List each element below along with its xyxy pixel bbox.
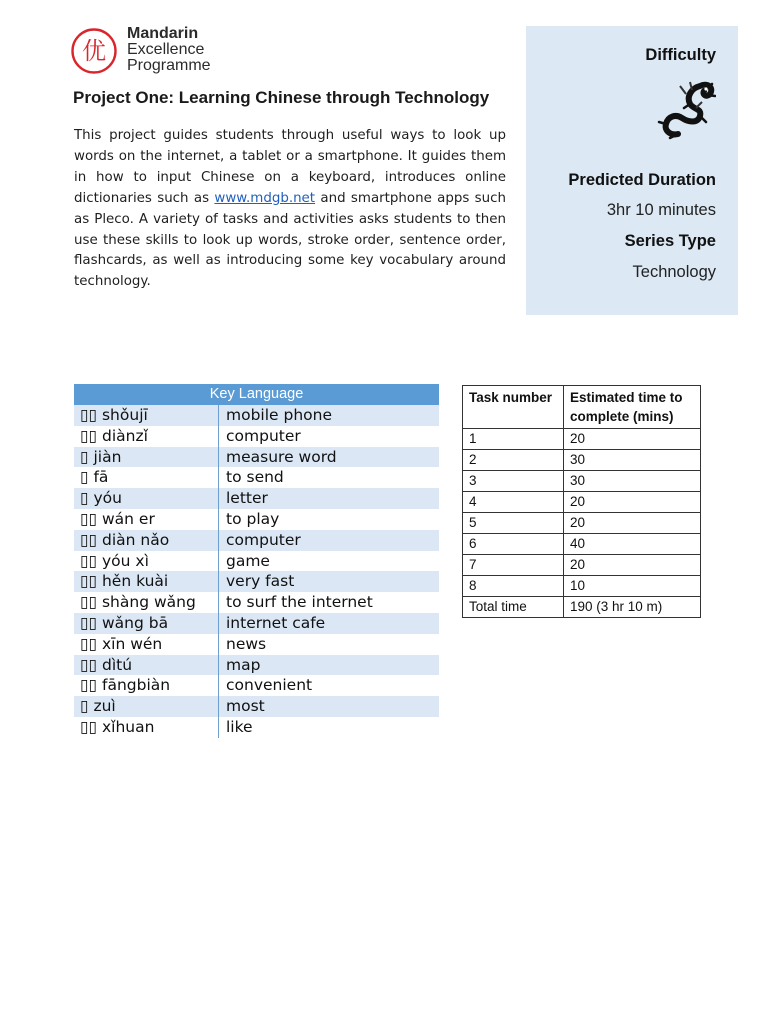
header-task-number: Task number (463, 386, 564, 429)
dragon-icon (656, 78, 716, 140)
vocab-meaning: mobile phone (226, 406, 333, 424)
vocab-meaning: like (226, 717, 253, 736)
task-number-cell: 6 (463, 534, 564, 555)
series-type-label: Series Type (624, 232, 716, 250)
key-language-header: Key Language (74, 384, 439, 405)
svg-text:优: 优 (82, 37, 106, 65)
task-minutes-cell: 20 (564, 513, 701, 534)
vocab-term: ▯▯ wǎng bā (74, 613, 219, 634)
logo-line-1: Mandarin (127, 25, 199, 42)
task-number-cell: 2 (463, 450, 564, 471)
intro-text-1: This project guides students through useful ways to look up words on the internet, a tablet or a smartphone. It guides them in how to input Chinese on a keyboard, introduces online dictionaries such as (74, 128, 506, 206)
vocab-meaning: computer (226, 530, 301, 549)
vocab-term: ▯ fā (74, 467, 219, 488)
page-title: Project One: Learning Chinese through Technology (73, 88, 490, 107)
vocab-term: ▯▯ wán er (74, 509, 219, 530)
task-time-table (462, 385, 701, 618)
task-number-cell: 4 (463, 492, 564, 513)
vocab-meaning: letter (226, 489, 268, 508)
vocab-row (74, 634, 439, 655)
vocab-meaning: news (226, 634, 267, 653)
vocab-term: ▯▯ yóu xì (74, 551, 219, 572)
vocab-row (74, 405, 439, 426)
key-language-table (74, 384, 439, 738)
logo-line-2: Excellence (127, 41, 205, 58)
mdgb-link[interactable]: www.mdgb.net (214, 190, 316, 206)
vocab-row (74, 655, 439, 676)
task-row (463, 450, 701, 471)
info-sidebar (526, 26, 738, 315)
task-row (463, 513, 701, 534)
logo-mark-icon (70, 27, 118, 75)
task-minutes-cell: 20 (564, 555, 701, 576)
task-minutes-cell: 30 (564, 450, 701, 471)
vocab-meaning: map (226, 655, 261, 674)
task-minutes-cell: 10 (564, 576, 701, 597)
vocab-row (74, 509, 439, 530)
vocab-term: ▯▯ xīn wén (74, 634, 219, 655)
vocab-term: ▯▯ xǐhuan (74, 717, 219, 738)
task-minutes-cell: 40 (564, 534, 701, 555)
vocab-term: ▯ zuì (74, 696, 219, 717)
programme-logo (70, 26, 270, 76)
vocab-row (74, 613, 439, 634)
intro-paragraph (74, 126, 506, 293)
vocab-term: ▯▯ shǒujī (74, 405, 219, 426)
task-row (463, 429, 701, 450)
task-number-cell: Total time (463, 597, 564, 618)
vocab-term: ▯ yóu (74, 488, 219, 509)
vocab-row (74, 488, 439, 509)
logo-line-3: Programme (127, 57, 211, 74)
vocab-meaning: to send (226, 468, 284, 487)
task-minutes-cell: 190 (3 hr 10 m) (564, 597, 701, 618)
duration-value: 3hr 10 minutes (606, 201, 716, 219)
task-row (463, 534, 701, 555)
vocab-meaning: measure word (226, 447, 337, 466)
key-language-rows (74, 405, 439, 738)
vocab-term: ▯▯ diànzǐ (74, 426, 219, 447)
vocab-row (74, 467, 439, 488)
vocab-term: ▯▯ hěn kuài (74, 571, 219, 592)
task-number-cell: 1 (463, 429, 564, 450)
task-row (463, 555, 701, 576)
vocab-term: ▯ jiàn (74, 447, 219, 468)
task-row (463, 597, 701, 618)
vocab-meaning: most (226, 697, 265, 716)
vocab-term: ▯▯ dìtú (74, 655, 219, 676)
vocab-term: ▯▯ fāngbiàn (74, 675, 219, 696)
vocab-term: ▯▯ shàng wǎng (74, 592, 219, 613)
task-row (463, 576, 701, 597)
header-estimated-time: Estimated time to complete (mins) (564, 386, 701, 429)
vocab-meaning: to surf the internet (226, 593, 373, 612)
series-type-value: Technology (632, 263, 716, 281)
task-number-cell: 7 (463, 555, 564, 576)
vocab-row (74, 717, 439, 738)
vocab-meaning: convenient (226, 676, 313, 695)
intro-text-2: and smartphone apps such as Pleco. A variety of tasks and activities asks students to then use these skills to look up words, stroke order, sentence order, flashcards, as well as introducing some key vocabulary around technology. (74, 190, 506, 290)
vocab-row (74, 675, 439, 696)
task-number-cell: 5 (463, 513, 564, 534)
task-row (463, 492, 701, 513)
task-minutes-cell: 30 (564, 471, 701, 492)
duration-label: Predicted Duration (568, 171, 716, 189)
task-number-cell: 8 (463, 576, 564, 597)
vocab-meaning: very fast (226, 572, 295, 591)
task-number-cell: 3 (463, 471, 564, 492)
vocab-row (74, 426, 439, 447)
vocab-meaning: to play (226, 509, 280, 528)
vocab-row (74, 571, 439, 592)
difficulty-label: Difficulty (645, 46, 716, 64)
vocab-meaning: internet cafe (226, 613, 326, 632)
vocab-term: ▯▯ diàn nǎo (74, 530, 219, 551)
task-minutes-cell: 20 (564, 429, 701, 450)
vocab-row (74, 551, 439, 572)
task-table-header (463, 386, 701, 429)
vocab-row (74, 592, 439, 613)
vocab-meaning: game (226, 551, 270, 570)
task-minutes-cell: 20 (564, 492, 701, 513)
vocab-row (74, 447, 439, 468)
task-row (463, 471, 701, 492)
vocab-meaning: computer (226, 426, 301, 445)
vocab-row (74, 696, 439, 717)
vocab-row (74, 530, 439, 551)
logo-wordmark (127, 26, 211, 74)
